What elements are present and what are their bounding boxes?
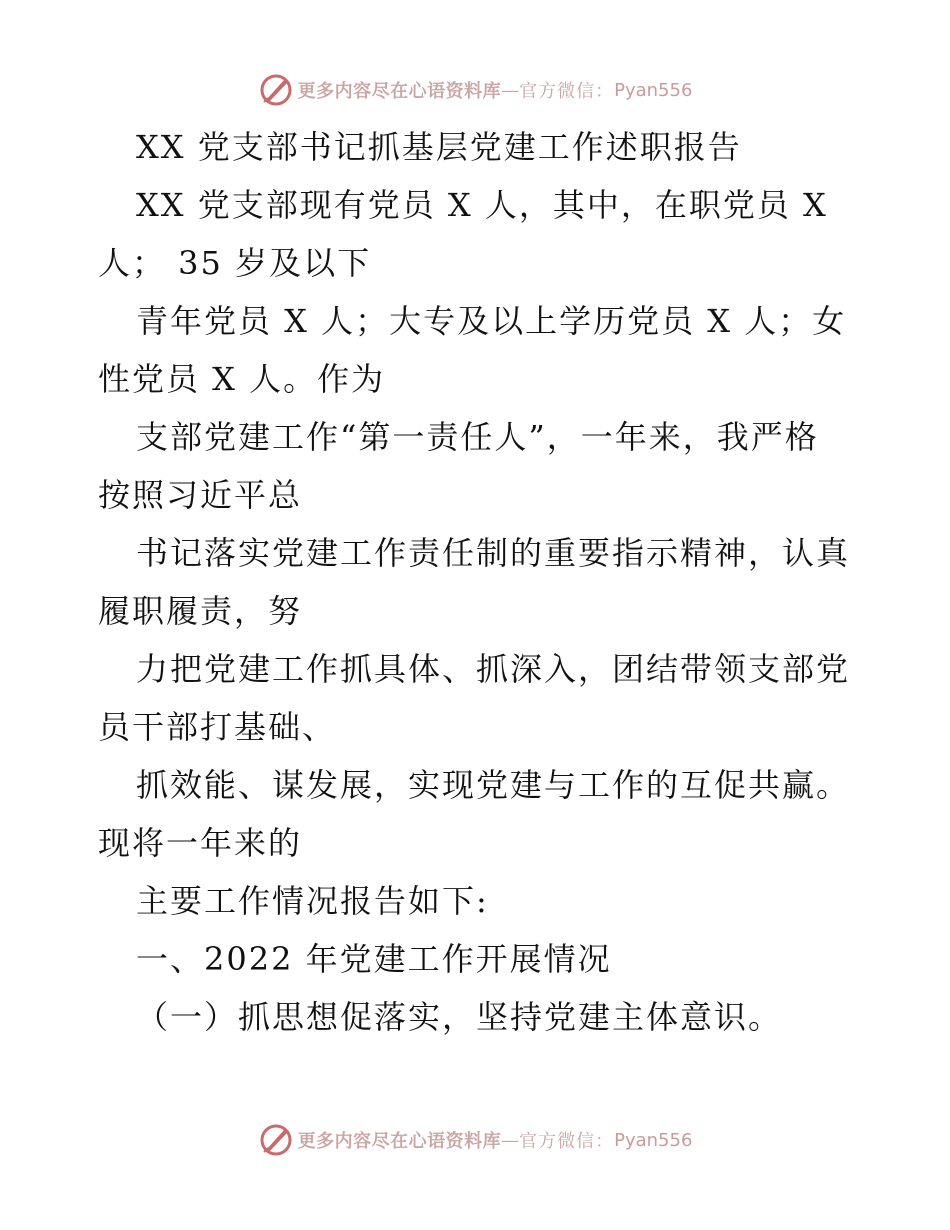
document-body	[98, 118, 858, 1046]
paragraph-line: （一）抓思想促落实，坚持党建主体意识。	[136, 998, 783, 1036]
paragraph-line: 书记落实党建工作责任制的重要指示精神，认真	[136, 534, 851, 572]
footer-watermark	[0, 1120, 950, 1160]
watermark-wechat-id: Pyan556	[614, 1129, 693, 1151]
paragraph-line: XX 党支部现有党员 X 人，其中，在职党员 X	[136, 186, 828, 224]
paragraph-line: 支部党建工作“第一责任人”，一年来，我严格	[136, 418, 819, 456]
watermark-dash: —	[501, 79, 520, 101]
quill-pen-logo-icon	[258, 1122, 294, 1158]
watermark-brand: 更多内容尽在心语资料库	[297, 1131, 502, 1152]
watermark-wechat-id: Pyan556	[614, 79, 693, 101]
paragraph-line: XX 党支部书记抓基层党建工作述职报告	[136, 128, 742, 166]
paragraph-line: 人； 35 岁及以下	[98, 244, 372, 282]
paragraph-line: 力把党建工作抓具体、抓深入，团结带领支部党	[136, 650, 851, 688]
paragraph-line: 主要工作情况报告如下:	[136, 882, 489, 920]
paragraph-line: 性党员 X 人。作为	[98, 360, 386, 398]
paragraph-line: 抓效能、谋发展，实现党建与工作的互促共赢。	[136, 766, 851, 804]
paragraph-line: 青年党员 X 人；大专及以上学历党员 X 人；女	[136, 302, 847, 340]
paragraph-line: 一、2022 年党建工作开展情况	[136, 940, 612, 978]
paragraph-line: 按照习近平总	[98, 476, 303, 514]
watermark-official-label: 官方微信：	[519, 81, 615, 102]
watermark-brand: 更多内容尽在心语资料库	[297, 81, 502, 102]
paragraph-line: 履职履责，努	[98, 592, 303, 630]
header-watermark	[0, 70, 950, 110]
paragraph-line: 员干部打基础、	[98, 708, 337, 746]
paragraph-line: 现将一年来的	[98, 824, 303, 862]
quill-pen-logo-icon	[258, 72, 294, 108]
watermark-dash: —	[501, 1129, 520, 1151]
watermark-official-label: 官方微信：	[519, 1131, 615, 1152]
